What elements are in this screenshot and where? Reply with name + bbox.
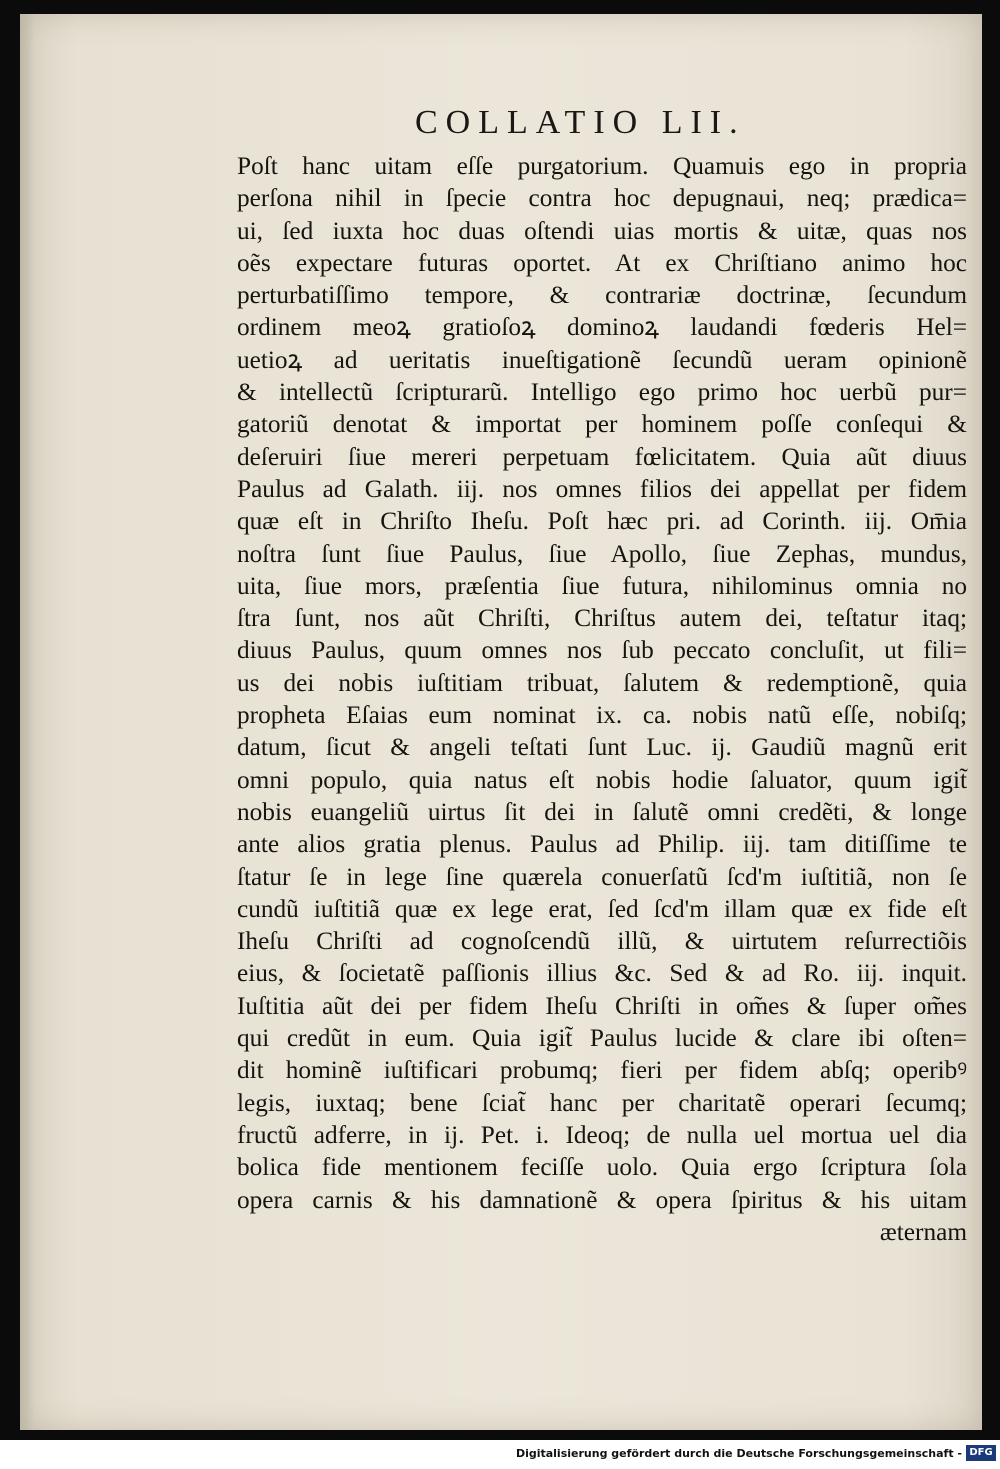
text-line: ſtra ſunt, nos aũt Chriſti, Chriſtus autem dei, teſtatur itaq; — [237, 604, 967, 633]
text-line: quæ eſt in Chriſto Iheſu. Poſt hæc pri. ad Corinth. iij. Om̄ia — [237, 507, 967, 536]
text-line: opera carnis & his damnationẽ & opera ſpiritus & his uitam — [237, 1185, 967, 1214]
text-line: ante alios gratia plenus. Paulus ad Philip. iij. tam ditiſſime te — [237, 830, 967, 859]
text-line: ſtatur ſe in lege ſine quærela conuerſatũ ſcd'm iuſtitiã, non ſe — [237, 862, 967, 891]
funding-notice: Digitalisierung gefördert durch die Deutsche Forschungsgemeinschaft - — [515, 1447, 962, 1460]
text-line: cundũ iuſtitiã quæ ex lege erat, ſed ſcd'm illam quæ ex fide eſt — [237, 894, 967, 923]
text-line: gatoriũ denotat & importat per hominem poſſe conſequi & — [237, 410, 967, 439]
text-line: uita, ſiue mors, præſentia ſiue futura, nihilominus omnia no — [237, 571, 967, 600]
footer-bar — [0, 1440, 1000, 1469]
text-line: bolica fide mentionem feciſſe uolo. Quia ergo ſcriptura ſola — [237, 1153, 967, 1182]
text-line: propheta Eſaias eum nominat ix. ca. nobis natũ eſſe, nobiſq; — [237, 701, 967, 730]
text-line: perturbatiſſimo tempore, & contrariæ doctrinæ, ſecundum — [237, 281, 967, 310]
text-line: qui credũt in eum. Quia igit̃ Paulus lucide & clare ibi oſten= — [237, 1024, 967, 1053]
text-line: Iheſu Chriſti ad cognoſcendũ illũ, & uirtutem reſurrectiõis — [237, 927, 967, 956]
text-line: oẽs expectare futuras oportet. At ex Chriſtiano animo hoc — [237, 248, 967, 277]
text-line: datum, ſicut & angeli teſtati ſunt Luc. ij. Gaudiũ magnũ erit — [237, 733, 967, 762]
text-line: fructũ adferre, in ij. Pet. i. Ideoq; de nulla uel mortua uel dia — [237, 1120, 967, 1149]
text-line: omni populo, quia natus eſt nobis hodie ſaluator, quum igit̃ — [237, 765, 967, 794]
text-line: nobis euangeliũ uirtus ſit dei in ſalutẽ omni credẽti, & longe — [237, 797, 967, 826]
text-line: legis, iuxtaq; bene ſciat̃ hanc per charitatẽ operari ſecumq; — [237, 1088, 967, 1117]
text-line: deſeruiri ſiue mereri perpetuam fœlicitatem. Quia aũt diuus — [237, 442, 967, 471]
text-line: ui, ſed iuxta hoc duas oſtendi uias mortis & uitæ, quas nos — [237, 216, 967, 245]
text-line: diuus Paulus, quum omnes nos ſub peccato concluſit, ut fili= — [237, 636, 967, 665]
text-line: Iuſtitia aũt dei per fidem Iheſu Chriſti in om̃es & ſuper om̃es — [237, 991, 967, 1020]
body-text — [237, 150, 967, 1248]
text-line: perſona nihil in ſpecie contra hoc depugnaui, neq; prædica= — [237, 184, 967, 213]
text-line: ordinem meoꝝ gratioſoꝝ dominoꝝ laudandi fœderis Hel= — [237, 313, 967, 342]
catchword: æternam — [879, 1217, 967, 1246]
text-line: dit hominẽ iuſtificari probumq; fieri per fidem abſq; operibꝰ — [237, 1056, 967, 1085]
text-line: Poſt hanc uitam eſſe purgatorium. Quamuis ego in propria — [237, 152, 967, 180]
text-line: uetioꝝ ad ueritatis inueſtigationẽ ſecundũ ueram opinionẽ — [237, 345, 967, 374]
text-line: & intellectũ ſcripturarũ. Intelligo ego primo hoc uerbũ pur= — [237, 378, 967, 407]
text-line: Paulus ad Galath. iij. nos omnes filios dei appellat per fidem — [237, 474, 967, 503]
page-gutter-shadow — [20, 14, 34, 1430]
text-line: noſtra ſunt ſiue Paulus, ſiue Apollo, ſiue Zephas, mundus, — [237, 539, 967, 568]
text-line: us dei nobis iuſtitiam tribuat, ſalutem & redemptionẽ, quia — [237, 668, 967, 697]
text-line: eius, & ſocietatẽ paſſionis illius &c. Sed & ad Ro. iij. inquit. — [237, 959, 967, 988]
dfg-logo: DFG — [966, 1445, 996, 1461]
running-head: COLLATIO LII. — [415, 104, 746, 141]
